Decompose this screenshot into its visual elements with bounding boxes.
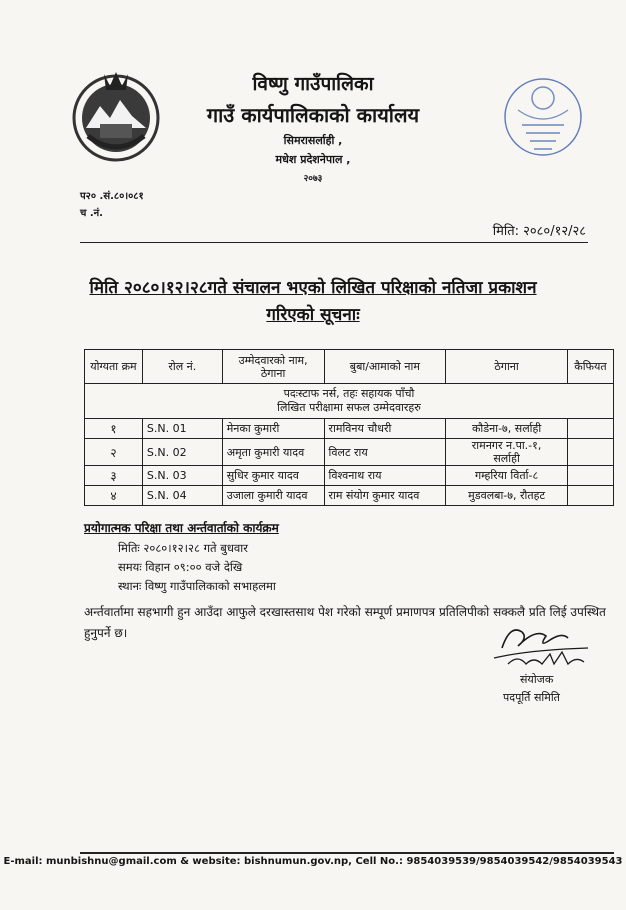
- col-header-address: ठेगाना: [446, 350, 568, 384]
- schedule-date: मितिः २०८०।१२।२८ गते बुधवार: [118, 541, 248, 555]
- table-row: [85, 466, 614, 486]
- handwritten-signature-icon: [488, 618, 598, 670]
- col-header-name: उम्मेदवारको नाम, ठेगाना: [222, 350, 324, 384]
- cell-parent: विलट राय: [324, 439, 446, 466]
- cell-name: मेनका कुमारी: [222, 419, 324, 439]
- cell-roll: S.N. 04: [142, 486, 222, 506]
- cell-address: गम्हरिया विर्ता-८: [446, 466, 568, 486]
- cell-sn: १: [85, 419, 143, 439]
- cell-remarks: [567, 439, 613, 466]
- cell-remarks: [567, 486, 613, 506]
- col-header-roll: रोल नं.: [142, 350, 222, 384]
- table-header-row: [85, 350, 614, 384]
- col-header-remarks: कैफियत: [567, 350, 613, 384]
- reference-number: प२० .सं.८०।०८१: [80, 191, 144, 202]
- instruction-note: अर्न्तवार्तामा सहभागी हुन आउँदा आफुले दरखास्तसाथ पेश गरेको सम्पूर्ण प्रमाणपत्र प्रतिलिपीको सक्कलै प्रति लिई उपस्थित हुनुपर्ने छ।: [84, 605, 606, 640]
- office-name: विष्णु गाउँपालिका: [252, 73, 374, 95]
- table-row: [85, 439, 614, 466]
- schedule-time: समयः विहान ०९:०० वजे देखि: [118, 560, 243, 574]
- notice-title-continuation: गरिएको सूचनाः: [266, 305, 360, 325]
- col-header-sn: योग्यता क्रम: [85, 350, 143, 384]
- address-line-3: २०७३: [303, 174, 323, 184]
- signatory-committee: पदपूर्ति समिति: [503, 691, 560, 704]
- cell-address: मुडवलबा-७, रौतहट: [446, 486, 568, 506]
- cell-name: सुधिर कुमार यादव: [222, 466, 324, 486]
- signatory-role: संयोजक: [520, 673, 554, 686]
- cell-parent: रामविनय चौधरी: [324, 419, 446, 439]
- address-line-1: सिमरासर्लाही ,: [283, 134, 343, 147]
- header-divider: [80, 242, 588, 243]
- cell-parent: राम संयोग कुमार यादव: [324, 486, 446, 506]
- office-subtitle: गाउँ कार्यपालिकाको कार्यालय: [206, 103, 420, 127]
- footer-contact: E-mail: munbishnu@gmail.com & website: bishnumun.gov.np, Cell No.: 9854039539/9854039542/9854039543: [3, 856, 623, 867]
- passed-candidates-label: लिखित परीक्षामा सफल उम्मेदवारहरु: [277, 401, 421, 414]
- post-title: पदःस्टाफ नर्स, तहः सहायक पाँचौ: [283, 387, 415, 400]
- notice-date: मिति: २०८०/१२/२८: [492, 224, 586, 239]
- dispatch-number: च .नं.: [80, 208, 103, 219]
- cell-roll: S.N. 03: [142, 466, 222, 486]
- cell-remarks: [567, 419, 613, 439]
- cell-roll: S.N. 01: [142, 419, 222, 439]
- col-header-parent: बुबा/आमाको नाम: [324, 350, 446, 384]
- cell-sn: २: [85, 439, 143, 466]
- cell-remarks: [567, 466, 613, 486]
- schedule-title: प्रयोगात्मक परिक्षा तथा अर्न्तवार्ताको कार्यक्रम: [84, 521, 279, 535]
- table-subheader-row: [85, 384, 614, 419]
- notice-title: मिति २०८०।१२।२८गते संचालन भएको लिखित परिक्षाको नतिजा प्रकाशन: [89, 278, 537, 298]
- address-line-2: मधेश प्रदेशनेपाल ,: [275, 153, 351, 166]
- cell-roll: S.N. 02: [142, 439, 222, 466]
- table-row: [85, 486, 614, 506]
- cell-sn: ३: [85, 466, 143, 486]
- footer-divider: [80, 852, 614, 854]
- cell-address: रामनगर न.पा.-१, सर्लाही: [446, 439, 568, 466]
- cell-address: कौडेना-७, सर्लाही: [446, 419, 568, 439]
- schedule-place: स्थानः विष्णु गाउँपालिकाको सभाहलमा: [118, 579, 276, 593]
- cell-name: उजाला कुमारी यादव: [222, 486, 324, 506]
- table-row: [85, 419, 614, 439]
- cell-name: अमृता कुमारी यादव: [222, 439, 324, 466]
- cell-sn: ४: [85, 486, 143, 506]
- cell-parent: विश्वनाथ राय: [324, 466, 446, 486]
- results-table: [84, 349, 614, 506]
